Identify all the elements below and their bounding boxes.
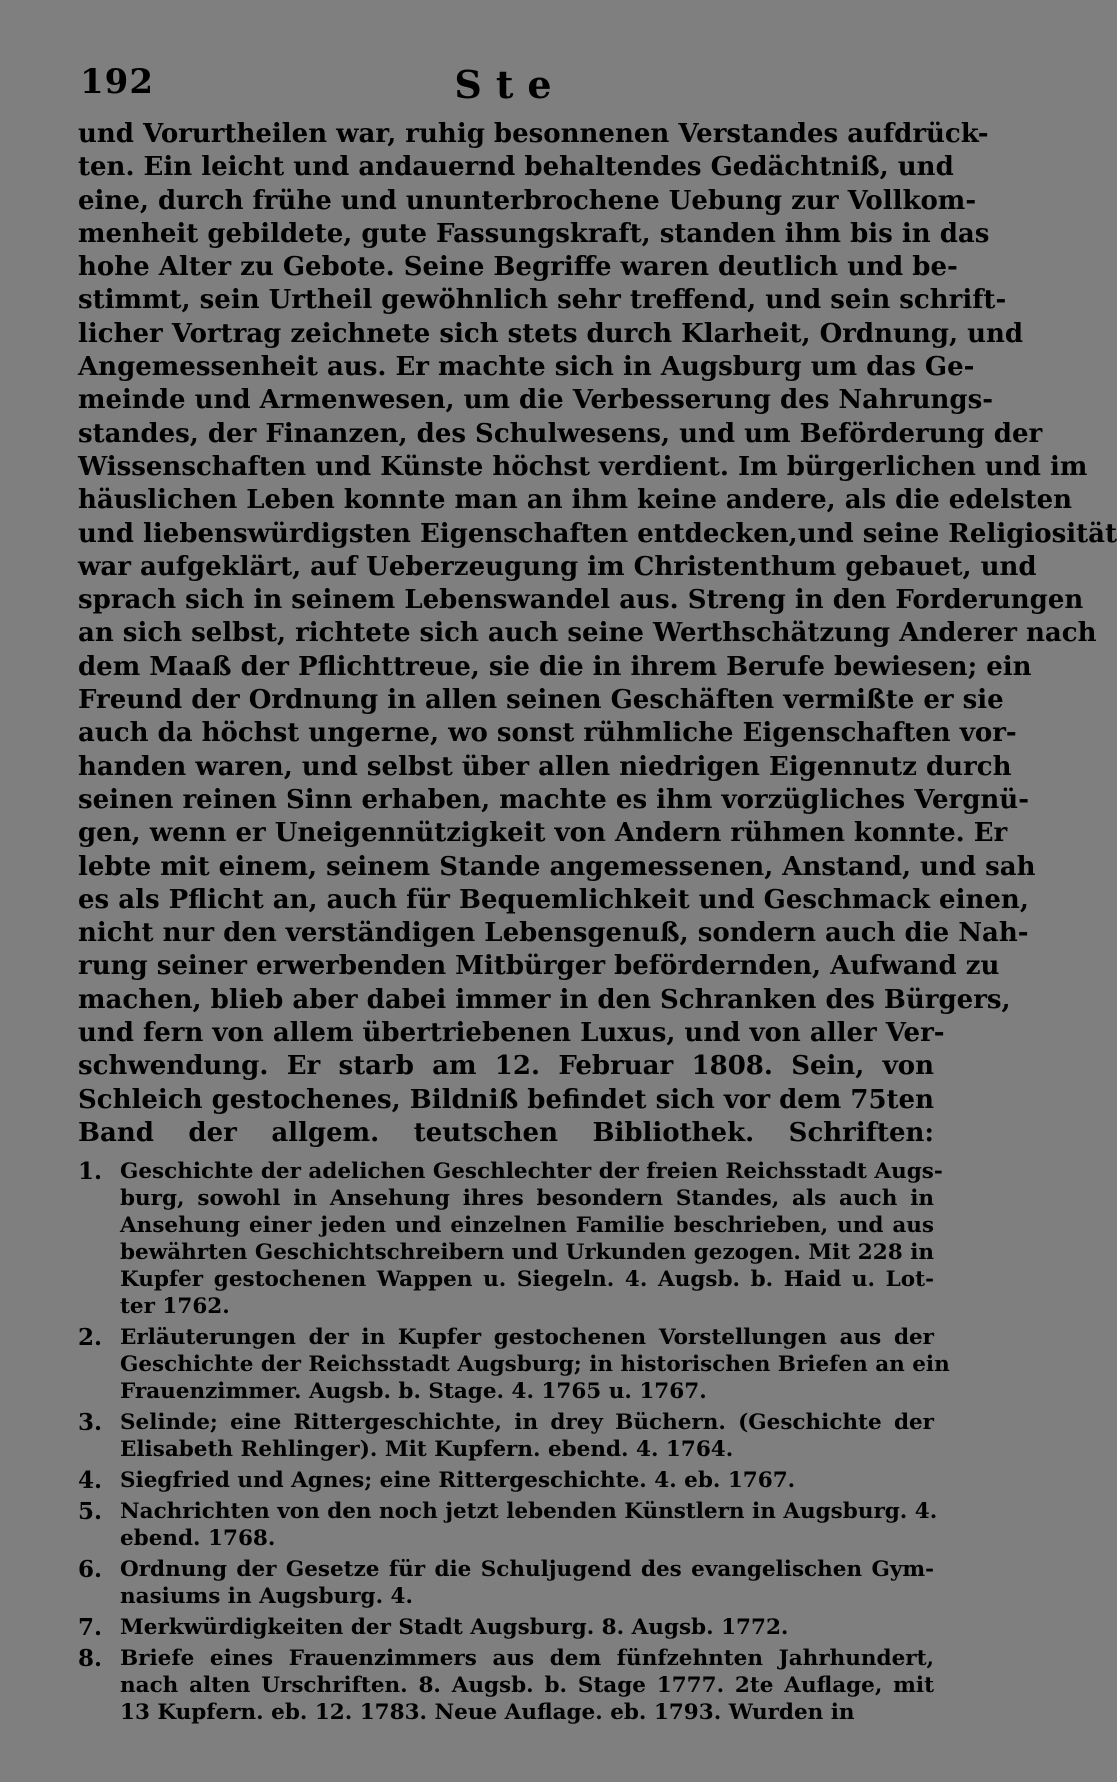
text-line: auch da höchst ungerne, wo sonst rühmliche Eigenschaften vor- bbox=[78, 718, 1017, 749]
work-line: nasiums in Augsburg. 4. bbox=[120, 1584, 413, 1609]
work-line: Erläuterungen der in Kupfer gestochenen Vorstellungen aus der bbox=[120, 1325, 934, 1350]
work-item bbox=[78, 1645, 934, 1726]
text-line: standes, der Finanzen, des Schulwesens, und um Beförderung der bbox=[78, 418, 1043, 449]
work-text bbox=[120, 1409, 934, 1463]
text-line: gen, wenn er Uneigennützigkeit von Andern rühmen konnte. Er bbox=[78, 818, 1008, 849]
work-number: 8. bbox=[78, 1645, 103, 1672]
work-line: Elisabeth Rehlinger). Mit Kupfern. ebend. 4. 1764. bbox=[120, 1437, 734, 1462]
text-line: war aufgeklärt, auf Ueberzeugung im Christenthum gebauet, und bbox=[78, 551, 1037, 582]
work-number: 1. bbox=[78, 1158, 103, 1185]
work-line: nach alten Urschriften. 8. Augsb. b. Stage 1777. 2te Auflage, mit bbox=[120, 1673, 934, 1698]
work-line: Geschichte der Reichsstadt Augsburg; in historischen Briefen an ein bbox=[120, 1352, 950, 1377]
work-text bbox=[120, 1498, 938, 1552]
text-line: handen waren, und selbst über allen niedrigen Eigennutz durch bbox=[78, 751, 1012, 782]
body-paragraph bbox=[78, 118, 1117, 1150]
works-list bbox=[78, 1158, 950, 1730]
text-line: Band der allgem. teutschen Bibliothek. Schriften: bbox=[78, 1117, 934, 1148]
text-line: seinen reinen Sinn erhaben, machte es ihm vorzügliches Vergnü- bbox=[78, 784, 1029, 815]
work-item bbox=[78, 1498, 938, 1552]
text-line: an sich selbst, richtete sich auch seine Werthschätzung Anderer nach bbox=[78, 618, 1097, 649]
work-item bbox=[78, 1556, 934, 1610]
work-text bbox=[120, 1467, 934, 1494]
work-item bbox=[78, 1409, 934, 1463]
work-line: bewährten Geschichtschreibern und Urkunden gezogen. Mit 228 in bbox=[120, 1240, 934, 1265]
running-head: Ste bbox=[454, 62, 566, 107]
work-text bbox=[120, 1324, 950, 1405]
work-line: Nachrichten von den noch jetzt lebenden Künstlern in Augsburg. 4. bbox=[120, 1499, 938, 1524]
text-line: ten. Ein leicht und andauernd behaltendes Gedächtniß, und bbox=[78, 152, 954, 183]
work-line: Siegfried und Agnes; eine Rittergeschichte. 4. eb. 1767. bbox=[120, 1468, 796, 1493]
text-line: nicht nur den verständigen Lebensgenuß, sondern auch die Nah- bbox=[78, 918, 1029, 949]
text-line: Angemessenheit aus. Er machte sich in Augsburg um das Ge- bbox=[78, 352, 975, 383]
work-line: 13 Kupfern. eb. 12. 1783. Neue Auflage. eb. 1793. Wurden in bbox=[120, 1700, 855, 1725]
text-line: menheit gebildete, gute Fassungskraft, standen ihm bis in das bbox=[78, 218, 990, 249]
work-line: Geschichte der adelichen Geschlechter der freien Reichsstadt Augs- bbox=[120, 1159, 943, 1184]
text-line: es als Pflicht an, auch für Bequemlichkeit und Geschmack einen, bbox=[78, 884, 1029, 915]
work-number: 4. bbox=[78, 1467, 103, 1494]
work-item bbox=[78, 1158, 943, 1320]
text-line: licher Vortrag zeichnete sich stets durch Klarheit, Ordnung, und bbox=[78, 318, 1024, 349]
page-header bbox=[80, 62, 940, 112]
work-item bbox=[78, 1324, 950, 1405]
work-number: 5. bbox=[78, 1498, 103, 1525]
work-number: 2. bbox=[78, 1324, 103, 1351]
work-number: 7. bbox=[78, 1614, 103, 1641]
text-line: und Vorurtheilen war, ruhig besonnenen Verstandes aufdrück- bbox=[78, 119, 989, 149]
work-line: burg, sowohl in Ansehung ihres besondern Standes, als auch in bbox=[120, 1186, 934, 1211]
text-line: Schleich gestochenes, Bildniß befindet sich vor dem 75ten bbox=[78, 1084, 934, 1115]
text-line: lebte mit einem, seinem Stande angemessenen, Anstand, und sah bbox=[78, 851, 1036, 882]
work-line: Ansehung einer jeden und einzelnen Familie beschrieben, und aus bbox=[120, 1213, 934, 1238]
text-line: dem Maaß der Pflichttreue, sie die in ihrem Berufe bewiesen; ein bbox=[78, 651, 1032, 682]
work-number: 3. bbox=[78, 1409, 103, 1436]
text-line: sprach sich in seinem Lebenswandel aus. Streng in den Forderungen bbox=[78, 585, 1084, 616]
work-line: Merkwürdigkeiten der Stadt Augsburg. 8. Augsb. 1772. bbox=[120, 1615, 789, 1640]
work-item bbox=[78, 1467, 934, 1494]
work-text bbox=[120, 1614, 934, 1641]
work-line: ebend. 1768. bbox=[120, 1526, 276, 1551]
work-text bbox=[120, 1645, 934, 1726]
text-line: und liebenswürdigsten Eigenschaften entdecken,und seine Religiosität bbox=[78, 518, 1117, 549]
work-line: Frauenzimmer. Augsb. b. Stage. 4. 1765 u. 1767. bbox=[120, 1379, 707, 1404]
work-text bbox=[120, 1556, 934, 1610]
text-line: und fern von allem übertriebenen Luxus, und von aller Ver- bbox=[78, 1018, 945, 1049]
text-line: häuslichen Leben konnte man an ihm keine andere, als die edelsten bbox=[78, 485, 1073, 516]
work-line: Kupfer gestochenen Wappen u. Siegeln. 4. Augsb. b. Haid u. Lot- bbox=[120, 1267, 934, 1292]
work-text bbox=[120, 1158, 943, 1320]
work-item bbox=[78, 1614, 934, 1641]
work-line: ter 1762. bbox=[120, 1294, 230, 1319]
page-number: 192 bbox=[80, 62, 154, 102]
work-number: 6. bbox=[78, 1556, 103, 1583]
text-line: Wissenschaften und Künste höchst verdient. Im bürgerlichen und im bbox=[78, 451, 1088, 482]
work-line: Ordnung der Gesetze für die Schuljugend des evangelischen Gym- bbox=[120, 1557, 934, 1582]
work-line: Selinde; eine Rittergeschichte, in drey Büchern. (Geschichte der bbox=[120, 1410, 934, 1435]
text-line: schwendung. Er starb am 12. Februar 1808. Sein, von bbox=[78, 1051, 934, 1082]
work-line: Briefe eines Frauenzimmers aus dem fünfzehnten Jahrhundert, bbox=[120, 1646, 934, 1671]
text-line: hohe Alter zu Gebote. Seine Begriffe waren deutlich und be- bbox=[78, 252, 958, 283]
text-line: rung seiner erwerbenden Mitbürger befördernden, Aufwand zu bbox=[78, 951, 1000, 982]
text-line: stimmt, sein Urtheil gewöhnlich sehr treffend, und sein schrift- bbox=[78, 285, 1007, 316]
text-line: meinde und Armenwesen, um die Verbesserung des Nahrungs- bbox=[78, 385, 994, 416]
text-line: machen, blieb aber dabei immer in den Schranken des Bürgers, bbox=[78, 984, 1011, 1015]
text-line: Freund der Ordnung in allen seinen Geschäften vermißte er sie bbox=[78, 685, 1004, 716]
text-line: eine, durch frühe und ununterbrochene Uebung zur Vollkom- bbox=[78, 185, 977, 216]
